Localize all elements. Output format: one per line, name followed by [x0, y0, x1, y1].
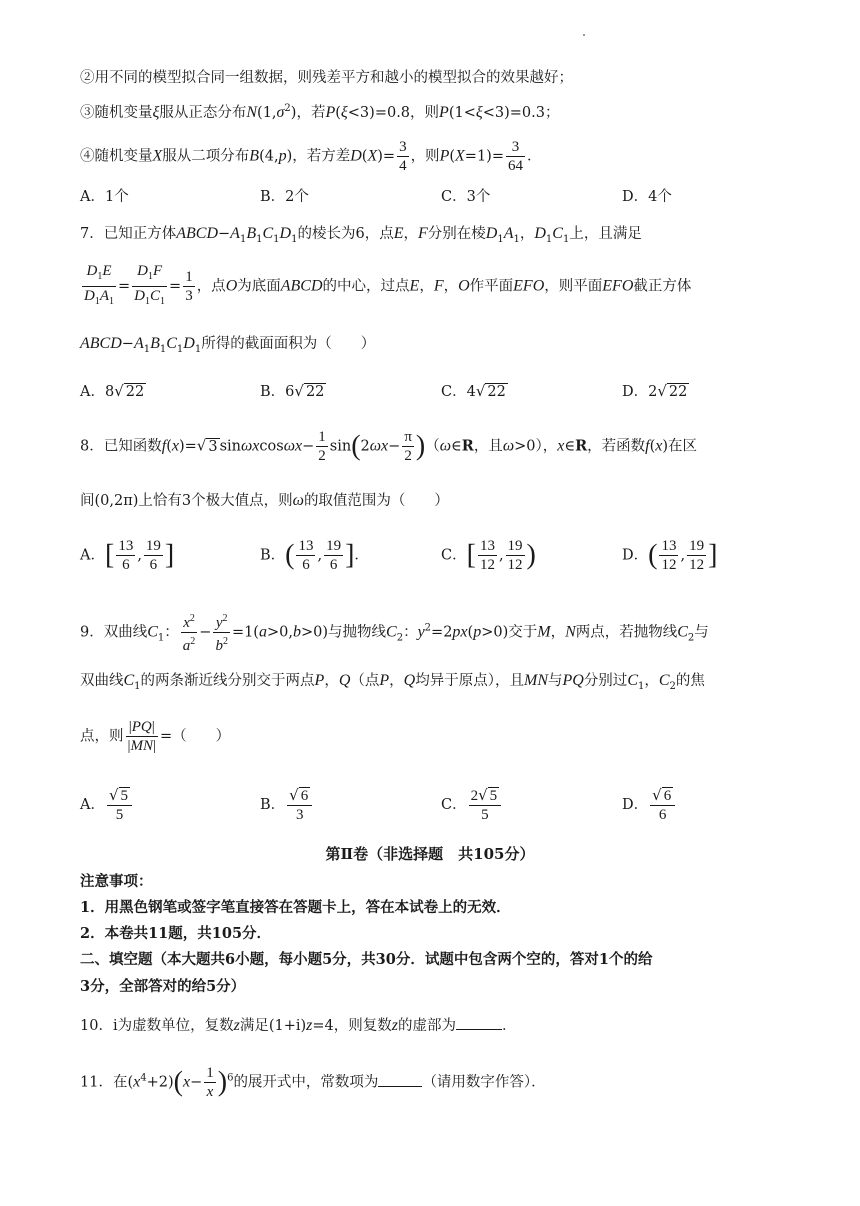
q7-line-1: 7．已知正方体$ABCD-A_1B_1C_1D_1$的棱长为6，点E，F分别在棱$D_1A_1$，$D_1C_1$上，且满足: [80, 225, 642, 245]
q9-option-b[interactable]: B． $\frac{√ 6}{3}$: [260, 786, 314, 824]
q6-option-b[interactable]: B．2个: [260, 189, 309, 205]
q8-option-c[interactable]: C．[ $\frac{13}{12}$ , $\frac{19}{12}$ ): [441, 538, 536, 573]
statement-3: ③随机变量ξ服从正态分布$N(1,\sigma^2)$，若P(ξ<3)=0.8，则P(1<ξ<3)=0.3；: [80, 103, 560, 121]
q8-line-2: 间(0,2π)上恰有3个极大值点，则ω的取值范围为（ ）: [80, 492, 449, 509]
q8-option-a[interactable]: A．[ $\frac{13}{6}$ , $\frac{19}{6}$ ]: [80, 538, 175, 573]
q6-option-d[interactable]: D．4个: [622, 189, 672, 205]
q7-option-c[interactable]: C．4√ 22: [441, 382, 506, 400]
q9-line-2: 双曲线$C_1$的两条渐近线分别交于两点P，Q（点P，Q均异于原点），且MN与PQ分别过$C_1$，$C_2$的焦: [80, 672, 705, 692]
statement-4: ④随机变量X服从二项分布B(4,p)，若方差D(X)= $\frac{3}{4}$ ，则P(X=1)= $\frac{3}{64}$ ．: [80, 139, 542, 174]
q11-answer-blank[interactable]: [378, 1086, 422, 1087]
q6-option-a[interactable]: A．1个: [80, 189, 129, 205]
note-1: 1．用黑色钢笔或签字笔直接答在答题卡上，答在本试卷上的无效．: [80, 899, 511, 916]
fill-section-heading-2: 3分，全部答对的给5分）: [80, 978, 246, 995]
fill-section-heading: 二、填空题（本大题共6小题，每小题5分，共30分．试题中包含两个空的，答对1个的给: [80, 951, 653, 968]
q8-option-b[interactable]: B．( $\frac{13}{6}$ , $\frac{19}{6}$ ]．: [260, 538, 369, 573]
q9-option-c[interactable]: C． $\frac{2√ 5}{5}$: [441, 786, 503, 824]
notes-heading: 注意事项：: [80, 873, 153, 890]
q9-line-3: 点，则 $\frac{|PQ|}{|MN|}$ =（ ）: [80, 719, 231, 754]
statement-2: [80, 66, 573, 87]
scan-dot: [583, 34, 585, 36]
q10: 10．i为虚数单位，复数z满足(1+i)z=4，则复数z的虚部为 ．: [80, 1017, 517, 1034]
q9-option-d[interactable]: D． $\frac{√ 6}{6}$: [622, 786, 677, 824]
q11: 11．在$(x^4+2)(x-$ $\frac{1}{x}$ )$^6$的展开式中，常数项为 （请用数字作答）．: [80, 1065, 546, 1100]
q8-line-1: 8．已知函数f(x)=√ 3 sinωxcosωx− $\frac{1}{2}$ sin(2ωx− $\frac{\pi}{2}$ )（ω∈R，且ω>0），x∈R，若函数f(x)在区: [80, 429, 698, 464]
q9-line-1: 9．双曲线$C_1$： $\frac{x^2}{a^2}$ − $\frac{y^2}{b^2}$ =1(a>0,b>0)与抛物线$C_2$：$y^2=2px(p>0)$交于M，N两点，若抛物线$C_2$与: [80, 610, 709, 655]
q7-option-a[interactable]: A．8√ 22: [80, 382, 145, 400]
q7-line-2: $\frac{D_1E}{D_1A_1}$ = $\frac{D_1F}{D_1C_1}$ = $\frac{1}{3}$ ，点O为底面ABCD的中心，过点E，F，O作平面EFO，则平面EFO截正方体: [84, 263, 692, 307]
q7-option-b[interactable]: B．6√ 22: [260, 382, 325, 400]
q6-option-c[interactable]: C．3个: [441, 189, 491, 205]
q10-answer-blank[interactable]: [456, 1029, 502, 1030]
q7-line-3: $ABCD-A_1B_1C_1D_1$所得的截面面积为（ ）: [80, 335, 376, 355]
section-title: 第Ⅱ卷（非选择题 共105分）: [325, 845, 535, 863]
q9-option-a[interactable]: A． $\frac{√ 5}{5}$: [80, 786, 134, 824]
statement-2-text: ②用不同的模型拟合同一组数据，则残差平方和越小的模型拟合的效果越好；: [80, 70, 573, 86]
q8-option-d[interactable]: D．( $\frac{13}{12}$ , $\frac{19}{12}$ ]: [622, 538, 718, 573]
note-2: 2．本卷共11题，共105分．: [80, 925, 272, 942]
q7-option-d[interactable]: D．2√ 22: [622, 382, 688, 400]
